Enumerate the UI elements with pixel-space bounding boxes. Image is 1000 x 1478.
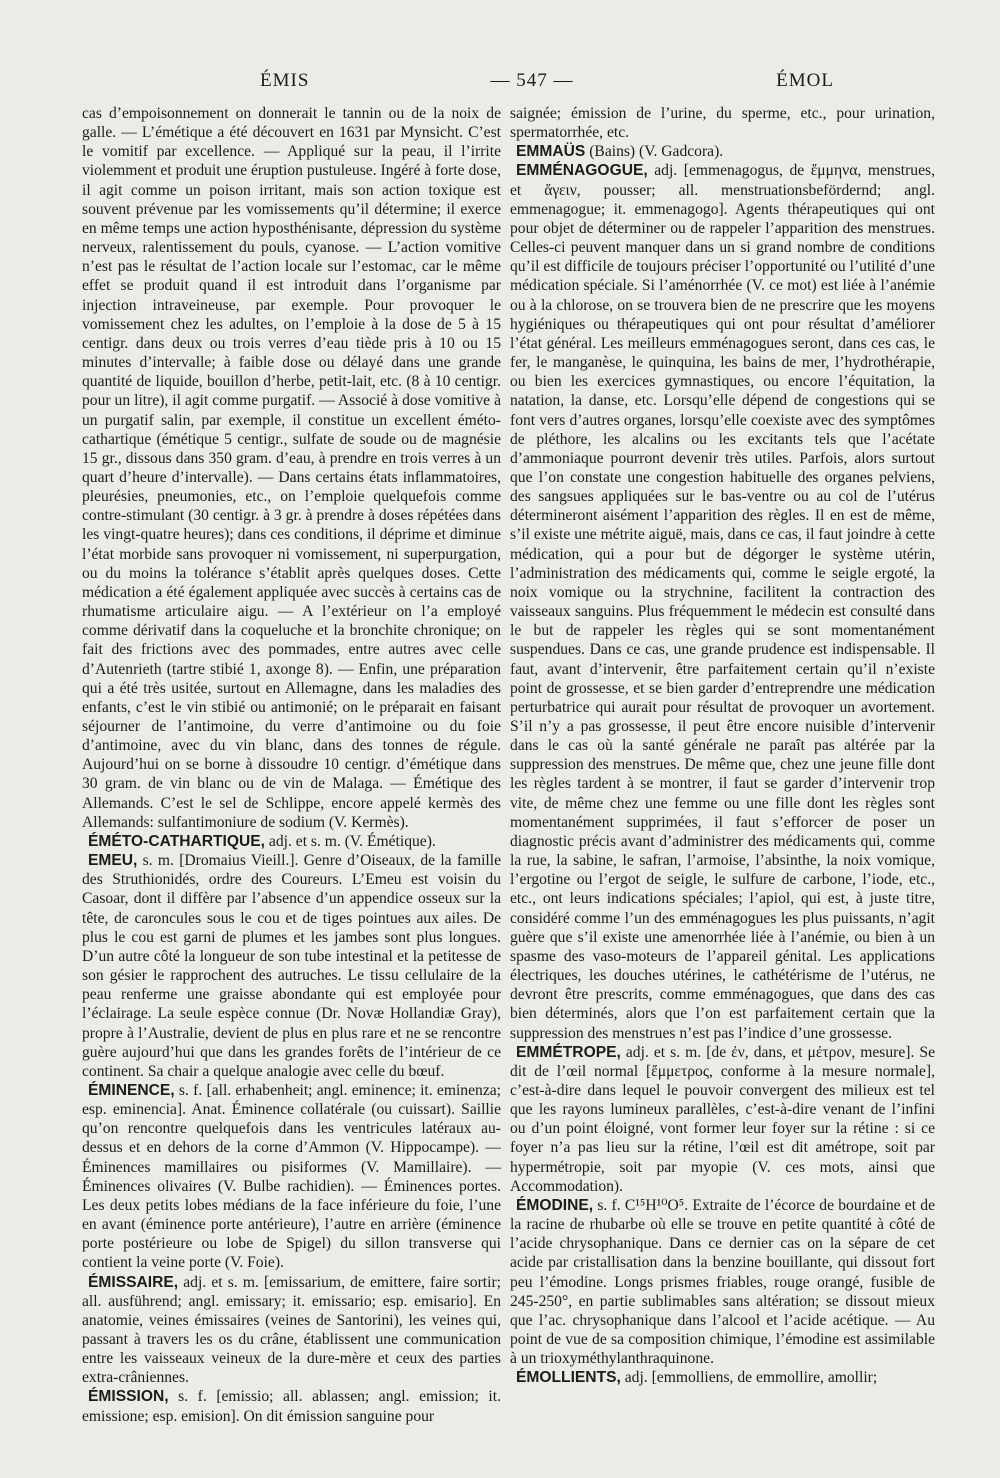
entry [510, 1043, 935, 1196]
entry-text: s. m. [Dromaius Vieill.]. Genre d’Oiseaux, de la famille des Struthionidés, ordre des Coureurs. L’Emeu est voisin du Casoar, dont il diffère par l’absence d’un appendice osseux sur la tête, de caroncules sous le cou et de tiges pointues aux ailes. De plus le cou est garni de plumes et les jambes sont plus longues. D’un autre côté la longueur de son tube intestinal et la petitesse de son gésier le rapprochent des autruches. Le tissu cellulaire de la peau renferme une graisse abondante qui est employée pour l’éclairage. La seule espèce connue (Dr. Novæ Hollandiæ Gray), propre à l’Australie, devient de plus en plus rare et ne se rencontre guère aujourd’hui que dans les grandes forêts de l’intérieur de ce continent. Sa chair a quelque analogie avec celle du bœuf. [82, 852, 501, 1080]
entry-text: cas d’empoisonnement on donnerait le tannin ou de la noix de galle. — L’émétique a été découvert en 1631 par Mynsicht. C’est le vomitif par excellence. — Appliqué sur la peau, il l’irrite violemment et produit une éruption pustuleuse. Ingéré à forte dose, il agit comme un poison irritant, mais son action toxique est souvent prévenue par les vomissements qu’il détermine; il exerce en même temps une action hyposthénisante, dépression du système nerveux, ralentissement du pouls, cyanose. — L’action vomitive n’est pas le résultat de l’action locale sur l’estomac, car le même effet se produit quand il est introduit dans l’organisme par injection intraveineuse, par exemple. Pour provoquer le vomissement chez les adultes, on l’emploie à la dose de 5 à 15 centigr. dans deux ou trois verres d’eau tiède pris à 10 ou 15 minutes d’intervalle; à faible dose ou délayé dans une grande quantité de liquide, bouillon d’herbe, petit-lait, etc. (8 à 10 centigr. pour un litre), il agit comme purgatif. — Associé à dose vomitive à un purgatif salin, par exemple, il constitue un excellent éméto-cathartique (émétique 5 centigr., sulfate de soude ou de magnésie 15 gr., dissous dans 350 gram. d’eau, à prendre en trois verres à un quart d’heure d’intervalle). — Dans certains états inflammatoires, pleurésies, pneumonies, etc., on l’emploie quelquefois comme contre-stimulant (30 centigr. à 3 gr. à prendre à doses répétées dans les vingt-quatre heures); dans ces conditions, il déprime et diminue l’état morbide sans provoquer ni vomissement, ni superpurgation, ou du moins la tolérance s’établit après quelques doses. Cette médication a été également appliquée avec succès à certains cas de rhumatisme articulaire aigu. — A l’extérieur on l’a employé comme dérivatif dans la coqueluche et la bronchite chronique; on fait des frictions avec des pommades, entre autres avec celle d’Autenrieth (tartre stibié 1, axonge 8). — Enfin, une préparation qui a été très usitée, surtout en Allemagne, dans les maladies des enfants, c’est le vin stibié ou antimonié; on le préparait en faisant séjourner de l’antimoine, du verre d’antimoine ou du foie d’antimoine, avec du vin blanc, dans des tonnes de régule. Aujourd’hui on se borne à dissoudre 10 centigr. d’émétique dans 30 gram. de vin blanc ou de vin de Malaga. — Émétique des Allemands. C’est le sel de Schlippe, encore appelé kermès des Allemands: sulfantimoniure de sodium (V. Kermès). [82, 105, 501, 831]
page-number: — 547 — [490, 70, 574, 91]
entry-text: s. f. C¹⁵H¹⁰O⁵. Extraite de l’écorce de bourdaine et de la racine de rhubarbe où elle se trouve en petite quantité à côté de l’acide chrysophanique. Dans ce dernier cas on la sépare de cet acide par cristallisation dans la benzine bouillante, qui dissout fort peu l’émodine. Longs prismes friables, rouge orangé, fusible de 245-250°, en partie sublimables sans altération; se dissout mieux que l’ac. chrysophanique dans l’alcool et l’acide acétique. — Au point de vue de sa composition chimique, l’émodine est assimilable à un trioxyméthylanthraquinone. [510, 1196, 935, 1368]
entry [82, 1387, 501, 1425]
header-right-guideword: ÉMOL [776, 70, 834, 91]
left-column [82, 104, 501, 1434]
entry-headword: ÉMODINE, [516, 1196, 594, 1214]
entry [510, 1368, 935, 1387]
entry-text: adj. et s. m. [de ἐν, dans, et μέτρον, mesure]. Se dit de l’œil normal [ἔμμετρος, conforme à la mesure normale], c’est-à-dire dans lequel le pouvoir convergent des milieux est tel que les rayons lumineux parallèles, c’est-à-dire venant de l’infini ou d’un point éloigné, vont former leur foyer sur la rétine : si ce foyer n’a pas lieu sur la rétine, l’œil est dit amétrope, soit par hypermétropie, soit par myopie (V. ces mots, ainsi que Accommodation). [510, 1043, 935, 1195]
entry-text: s. f. [all. erhabenheit; angl. eminence; it. eminenza; esp. eminencia]. Anat. Éminence collatérale (ou cuissart). Saillie qu’on rencontre quelquefois dans les ventricules latéraux au-dessus et en dehors de la corne d’Ammon (V. Hippocampe). — Éminences mamillaires ou pisiformes (V. Mamillaire). — Éminences olivaires (V. Bulbe rachidien). — Éminences portes. Les deux petits lobes médians de la face inférieure du foie, l’une en avant (éminence porte antérieure), l’autre en arrière (éminence porte postérieure ou lobe de Spigel) du sillon transverse qui contient la veine porte (V. Foie). [82, 1081, 501, 1272]
entry-text: s. f. [emissio; all. ablassen; angl. emission; it. emissione; esp. emision]. On dit émission sanguine pour [82, 1388, 501, 1425]
entry-headword: EMMÉNAGOGUE, [516, 162, 648, 180]
entry-continuation [510, 104, 935, 142]
entry-continuation [82, 104, 501, 832]
entry-headword: ÉMISSION, [88, 1388, 169, 1406]
entry [510, 161, 935, 1042]
entry [82, 1081, 501, 1273]
header-left-guideword: ÉMIS [260, 70, 310, 91]
entry-headword: ÉMÉTO-CATHARTIQUE, [88, 832, 266, 850]
entry-headword: ÉMISSAIRE, [88, 1273, 179, 1291]
entry-headword: ÉMOLLIENTS, [516, 1369, 621, 1387]
entry [82, 832, 501, 851]
entry-text: (Bains) (V. Gadcora). [589, 143, 724, 161]
running-header [82, 70, 938, 100]
entry [510, 1196, 935, 1368]
entry [82, 1273, 501, 1388]
entry-headword: EMMAÜS [516, 143, 586, 161]
entry-headword: EMEU, [88, 852, 138, 870]
right-column [510, 104, 935, 1434]
entry-text: adj. [emmolliens, de emmollire, amollir; [624, 1369, 878, 1387]
entry-text: adj. et s. m. (V. Émétique). [268, 832, 436, 850]
entry-text: adj. [emmenagogus, de ἔμμηνα, menstrues, et ἄγειν, pousser; all. menstruationsbefördernd; angl. emmenagogue; it. emmenagogo]. Agents thérapeutiques qui ont pour objet de déterminer ou de rappeler l’apparition des menstrues. Celles-ci peuvent manquer dans un si grand nombre de conditions qu’il est difficile de toujours préciser l’opportunité ou l’utilité d’une médication spéciale. Si l’aménorrhée (V. ce mot) est liée à l’anémie ou à la chlorose, on se trouvera bien de ne prescrire que les moyens hygiéniques ou thérapeutiques qui ont pour résultat d’améliorer l’état général. Les meilleurs emménagogues seront, dans ces cas, le fer, le manganèse, le quinquina, les bains de mer, l’hydrothérapie, ou bien les exercices gymnastiques, ou encore l’équitation, la natation, la danse, etc. Lorsqu’elle dépend de congestions qui se font vers d’autres organes, lorsqu’elle coexiste avec des symptômes de pléthore, les alcalins ou les excitants tels que l’acétate d’ammoniaque pourront devenir très utiles. Parfois, alors surtout que l’on constate une congestion habituelle des organes pelviens, des sangsues appliquées sur le bas-ventre ou au col de l’utérus détermineront aisément l’apparition des règles. Il en est de même, s’il existe une métrite aiguë, mais, dans ce cas, il faut joindre à cette médication, qui a pour but de dégorger le système utérin, l’administration des médicaments qui, comme le seigle ergoté, la noix vomique ou la strychnine, facilitent la contraction des vaisseaux sanguins. Plus fréquemment le médecin est consulté dans le but de rappeler les règles qui se sont momentanément suspendues. Dans ce cas, une grande prudence est indispensable. Il faut, avant d’intervenir, être parfaitement certain qu’il n’existe point de grossesse, et se bien garder d’entreprendre une médication perturbatrice qui aurait pour résultat de provoquer un avortement. S’il n’y a pas grossesse, il peut être encore nuisible d’intervenir dans le cas où la santé générale ne paraît pas altérée par la suppression des menstrues. De même que, chez une jeune fille dont les règles tardent à se montrer, il faut se garder d’intervenir trop vite, de même chez une femme ou une fille dont les règles sont momentanément supprimées, il faut s’efforcer de poser un diagnostic précis avant d’administrer des médicaments qui, comme la rue, la sabine, le safran, l’armoise, l’absinthe, la noix vomique, l’ergotine ou l’ergot de seigle, le sulfure de carbone, l’iode, etc., etc., ont leurs indications spéciales; l’apiol, qui est, à juste titre, considéré comme l’un des emménagogues les plus puissants, n’agit guère que s’il existe une amenorrhée liée à l’anémie, ou bien à un spasme des vaso-moteurs de l’appareil génital. Les applications électriques, les douches utérines, le cathétérisme de l’utérus, ne devront être prescrits, comme emménagogues, que dans des cas bien déterminés, alors que l’on est parfaitement certain que la suppression des menstrues n’est pas l’indice d’une grossesse. [510, 162, 935, 1042]
entry [82, 851, 501, 1081]
entry-text: adj. et s. m. [emissarium, de emittere, faire sortir; all. ausführend; angl. emissary; it. emissario; esp. emisario]. En anatomie, veines émissaires (veines de Santorini), les veines qui, passant à travers les os du crâne, établissent une communication entre les vaisseaux veineux de la dure-mère et ceux des parties extra-crâniennes. [82, 1273, 501, 1387]
entry-headword: ÉMINENCE, [88, 1081, 175, 1099]
entry [510, 142, 935, 161]
entry-headword: EMMÉTROPE, [516, 1043, 621, 1061]
entry-text: saignée; émission de l’urine, du sperme, etc., pour urination, spermatorrhée, etc. [510, 105, 935, 142]
